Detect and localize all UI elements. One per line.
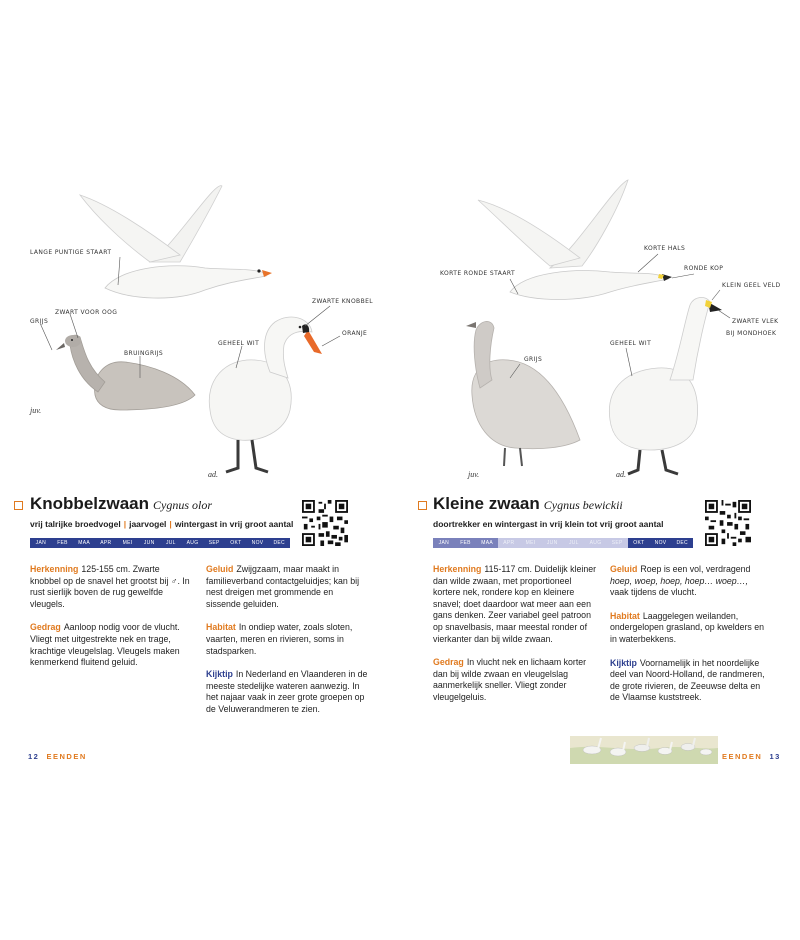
kijktip-keyword: Kijktip <box>610 657 637 668</box>
habitat-paragraph <box>206 622 368 657</box>
label-black-spot: ZWARTE VLEK <box>732 318 779 325</box>
species-checkbox[interactable] <box>14 501 23 510</box>
scientific-name: Cygnus bewickii <box>543 498 623 512</box>
gedrag-paragraph <box>30 622 192 668</box>
common-name: Knobbelzwaan <box>30 494 150 513</box>
juvenile-mute-swan <box>56 335 195 410</box>
month-cell: APR <box>498 538 520 548</box>
gedrag-text: In vlucht nek en lichaam korter dan bij wilde zwaan en vleugelslag aanmerkelijk sneller. Vliegt zonder vleugelgeluis. <box>433 657 587 702</box>
text-column-right-1 <box>433 564 599 716</box>
qr-code-icon[interactable] <box>705 500 751 546</box>
stage-juv: juv. <box>30 406 42 415</box>
label-grey: GRIJS <box>30 318 49 325</box>
geluid-call: hoep, woep, hoep, hoep… woep…, <box>610 575 748 586</box>
label-grey: GRIJS <box>524 356 543 363</box>
species-title <box>433 494 623 514</box>
month-cell: NOV <box>247 538 269 548</box>
label-all-white: GEHEEL WIT <box>610 340 652 347</box>
status-item: vrij talrijke broedvogel <box>30 519 121 529</box>
flying-bewick-swan <box>478 180 672 300</box>
month-cell: JUN <box>541 538 563 548</box>
status-item: wintergast in vrij groot aantal <box>174 519 294 529</box>
status-line: vrij talrijke broedvogel | jaarvogel | wintergast in vrij groot aantal <box>30 519 294 529</box>
geluid-text: Zwijgzaam, maar maakt in familieverband contactgeluidjes; kan bij nest dreigen met grommende en sissende geluiden. <box>206 564 360 609</box>
folio-right <box>722 752 781 761</box>
habitat-text: In ondiep water, zoals sloten, vaarten, meren en rivieren, soms in stadsparken. <box>206 622 353 656</box>
gedrag-paragraph <box>433 657 599 703</box>
month-cell: FEB <box>52 538 74 548</box>
herkenning-keyword: Herkenning <box>30 564 79 574</box>
stage-ad: ad. <box>616 470 626 479</box>
kijktip-text: In Nederland en Vlaanderen in de meeste stedelijke wateren aanwezig. In het najaar vaak in zeer grote groepen op de Veluwerandmeren te zien. <box>206 669 368 714</box>
month-cell: JAN <box>30 538 52 548</box>
folio-left <box>28 752 87 761</box>
geluid-text-end: vaak tijdens de vlucht. <box>610 587 697 598</box>
status-line <box>433 519 664 529</box>
flying-mute-swan <box>80 186 272 298</box>
month-cell: AUG <box>182 538 204 548</box>
habitat-keyword: Habitat <box>610 610 640 621</box>
kijktip-paragraph <box>206 669 368 715</box>
swan-flock-vignette <box>570 718 718 764</box>
section-name: EENDEN <box>722 752 763 761</box>
month-cell: DEC <box>671 538 693 548</box>
label-orange: ORANJE <box>342 330 368 337</box>
text-column-right-2 <box>610 564 768 716</box>
label-short-tail: KORTE RONDE STAART <box>440 270 516 277</box>
month-bar <box>433 538 693 548</box>
label-black-spot-2: BIJ MONDHOEK <box>726 330 777 337</box>
habitat-text: Laaggelegen weilanden, ondergelopen grasland, op kwelders en in waterbekkens. <box>610 610 765 644</box>
geluid-text: Roep is een vol, verdragend <box>640 564 751 574</box>
month-cell: APR <box>95 538 117 548</box>
geluid-keyword: Geluid <box>610 564 638 574</box>
month-cell: AUG <box>585 538 607 548</box>
month-cell: MAA <box>476 538 498 548</box>
habitat-paragraph <box>610 611 768 646</box>
month-cell: JUL <box>160 538 182 548</box>
mute-swan-illustration <box>0 0 400 490</box>
herkenning-text: 115-117 cm. Duidelijk kleiner dan wilde zwaan, met proportioneel kortere nek, rondere kop en kleinere snavel; doet daardoor wat meer aan een gans denken. Zeer variabel geel patroon op snavelbasis, maar meestal ronder of vierkanter dan bij wilde zwaan. <box>433 564 597 644</box>
month-cell: SEP <box>606 538 628 548</box>
adult-bewick-swan <box>609 297 722 474</box>
month-cell: SEP <box>203 538 225 548</box>
herkenning-text: 125-155 cm. Zwarte knobbel op de snavel het grootst bij ♂. In rust sierlijk boven de rug gewelfde vleugels. <box>30 564 190 609</box>
month-cell: MEI <box>520 538 542 548</box>
common-name: Kleine zwaan <box>433 494 540 513</box>
label-brownish-grey: BRUINGRIJS <box>124 350 164 357</box>
month-cell: JAN <box>433 538 455 548</box>
herkenning-paragraph <box>30 564 192 610</box>
geluid-paragraph <box>610 564 768 599</box>
month-cell: NOV <box>650 538 672 548</box>
stage-ad: ad. <box>208 470 218 479</box>
juvenile-bewick-swan <box>466 321 580 466</box>
herkenning-paragraph <box>433 564 599 645</box>
qr-code-icon[interactable] <box>302 500 348 546</box>
gedrag-keyword: Gedrag <box>30 622 61 633</box>
kijktip-paragraph <box>610 658 768 704</box>
geluid-keyword: Geluid <box>206 564 234 574</box>
section-name: EENDEN <box>46 752 87 761</box>
label-tail: LANGE PUNTIGE STAART <box>30 249 112 256</box>
month-cell: JUL <box>563 538 585 548</box>
label-black-knob: ZWARTE KNOBBEL <box>312 298 374 305</box>
month-cell: FEB <box>455 538 477 548</box>
month-cell: DEC <box>268 538 290 548</box>
gedrag-text: Aanloop nodig voor de vlucht. Vliegt met uitgestrekte nek en trage, krachtige vleugelslag. Vleugels maken kenmerkend fluitend geluid. <box>30 622 180 668</box>
stage-juv: juv. <box>468 470 480 479</box>
label-round-head: RONDE KOP <box>684 265 724 272</box>
status-item: jaarvogel <box>129 519 167 529</box>
herkenning-keyword: Herkenning <box>433 564 482 574</box>
kijktip-keyword: Kijktip <box>206 669 233 680</box>
page-number: 12 <box>28 752 40 761</box>
status-item: doortrekker en wintergast in vrij klein tot vrij groot aantal <box>433 519 664 529</box>
text-column-left-1 <box>30 564 192 681</box>
geluid-paragraph <box>206 564 368 610</box>
month-cell: MEI <box>117 538 139 548</box>
label-short-neck: KORTE HALS <box>644 245 686 252</box>
month-cell: OKT <box>628 538 650 548</box>
right-page <box>400 0 800 940</box>
gedrag-keyword: Gedrag <box>433 657 464 668</box>
label-small-yellow: KLEIN GEEL VELD <box>722 282 781 289</box>
species-checkbox[interactable] <box>418 501 427 510</box>
month-cell: MAA <box>73 538 95 548</box>
bewick-swan-illustration <box>400 0 800 490</box>
text-column-left-2 <box>206 564 368 728</box>
kijktip-text: Voornamelijk in het noordelijke deel van Noord-Holland, de randmeren, de grote rivieren, de Zeeuwse delta en de Vlaamse kuststreek. <box>610 657 765 703</box>
label-black-eye: ZWART VOOR OOG <box>55 309 118 316</box>
species-title <box>30 494 212 514</box>
scientific-name: Cygnus olor <box>153 498 213 512</box>
habitat-keyword: Habitat <box>206 622 236 633</box>
page-number: 13 <box>769 752 781 761</box>
label-all-white: GEHEEL WIT <box>218 340 260 347</box>
month-cell: JUN <box>138 538 160 548</box>
month-bar <box>30 538 290 548</box>
month-cell: OKT <box>225 538 247 548</box>
